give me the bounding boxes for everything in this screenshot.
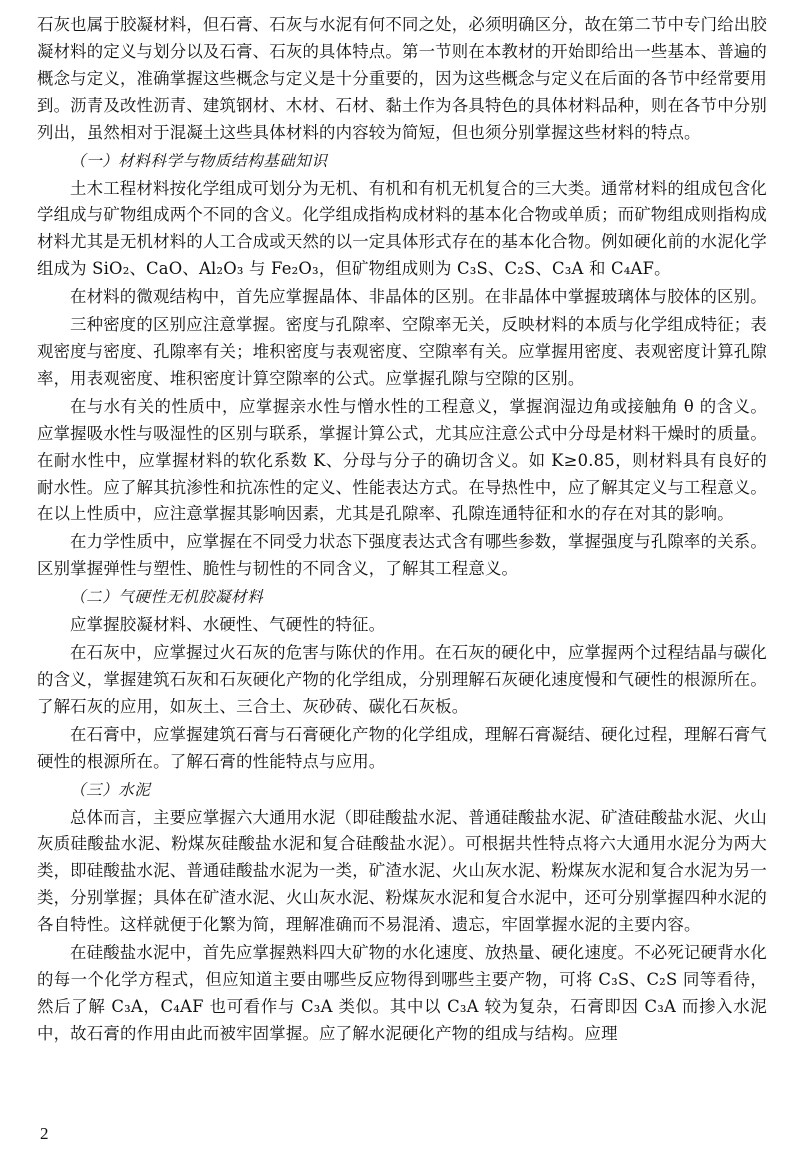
paragraph-gypsum: 在石膏中，应掌握建筑石膏与石膏硬化产物的化学组成，理解石膏凝结、硬化过程，理解石膏气硬性的根源所在。了解石膏的性能特点与应用。 — [37, 724, 767, 771]
page-number: 2 — [40, 1124, 49, 1143]
paragraph-lime: 在石灰中，应掌握过火石灰的危害与陈伏的作用。在石灰的硬化中，应掌握两个过程结晶与碳化的含义，掌握建筑石灰和石灰硬化产物的化学组成，分别理解石灰硬化速度慢和气硬性的根源所在。了解石灰的应用，如灰土、三合土、灰砂砖、碳化石灰板。 — [37, 643, 767, 716]
paragraph-material-composition: 土木工程材料按化学组成可划分为无机、有机和有机无机复合的三大类。通常材料的组成包含化学组成与矿物组成两个不同的含义。化学组成指构成材料的基本化合物或单质；而矿物组成则指构成材料尤其是无机材料的人工合成或天然的以一定具体形式存在的基本化合物。例如硬化前的水泥化学组成为 SiO₂、CaO、Al₂O₃ 与 Fe₂O₃，但矿物组成则为 C₃S、C₂S、C₃A 和 C₄AF。 — [37, 178, 767, 279]
document-page — [37, 12, 767, 1049]
section-heading-1: （一）材料科学与物质结构基础知识 — [70, 151, 328, 170]
paragraph-binder-features: 应掌握胶凝材料、水硬性、气硬性的特征。 — [70, 615, 386, 635]
paragraph-cement-overview: 总体而言，主要应掌握六大通用水泥（即硅酸盐水泥、普通硅酸盐水泥、矿渣硅酸盐水泥、火山灰质硅酸盐水泥、粉煤灰硅酸盐水泥和复合硅酸盐水泥）。可根据共性特点将六大通用水泥分为两大类，即硅酸盐水泥、普通硅酸盐水泥为一类，矿渣水泥、火山灰水泥、粉煤灰水泥和复合水泥为另一类，分别掌握；具体在矿渣水泥、火山灰水泥、粉煤灰水泥和复合水泥中，还可分别掌握四种水泥的各自特性。这样就便于化繁为简，理解准确而不易混淆、遗忘，牢固掌握水泥的主要内容。 — [37, 807, 767, 935]
paragraph-water-properties: 在与水有关的性质中，应掌握亲水性与憎水性的工程意义，掌握润湿边角或接触角 θ 的含义。应掌握吸水性与吸湿性的区别与联系，掌握计算公式，尤其应注意公式中分母是材料干燥时的质量。在耐水性中，应掌握材料的软化系数 K、分母与分子的确切含义。如 K≥0.85，则材料具有良好的耐水性。应了解其抗渗性和抗冻性的定义、性能表达方式。在导热性中，应了解其定义与工程意义。在以上性质中，应注意掌握其影响因素，尤其是孔隙率、孔隙连通特征和水的存在对其的影响。 — [37, 396, 767, 524]
paragraph-intro: 石灰也属于胶凝材料，但石膏、石灰与水泥有何不同之处，必须明确区分，故在第二节中专门给出胶凝材料的定义与划分以及石膏、石灰的具体特点。第一节则在本教材的开始即给出一些基本、普遍的概念与定义，准确掌握这些概念与定义是十分重要的，因为这些概念与定义在后面的各节中经常要用到。沥青及改性沥青、建筑钢材、木材、石材、黏土作为各具特色的具体材料品种，则在各节中分别列出，虽然相对于混凝土这些具体材料的内容较为简短，但也须分别掌握这些材料的特点。 — [37, 15, 767, 142]
section-heading-2: （二）气硬性无机胶凝材料 — [70, 588, 264, 607]
paragraph-mechanical-properties: 在力学性质中，应掌握在不同受力状态下强度表达式含有哪些参数，掌握强度与孔隙率的关系。区别掌握弹性与塑性、脆性与韧性的不同含义，了解其工程意义。 — [37, 532, 767, 579]
section-heading-3: （三）水泥 — [70, 780, 151, 799]
paragraph-microstructure: 在材料的微观结构中，首先应掌握晶体、非晶体的区别。在非晶体中掌握玻璃体与胶体的区别。 — [70, 287, 767, 307]
paragraph-portland-cement: 在硅酸盐水泥中，首先应掌握熟料四大矿物的水化速度、放热量、硬化速度。不必死记硬背水化的每一个化学方程式，但应知道主要由哪些反应物得到哪些主要产物，可将 C₃S、C₂S 同等看待，然后了解 C₃A，C₄AF 也可看作与 C₃A 类似。其中以 C₃A 较为复杂，石膏即因 C₃A 而掺入水泥中，故石膏的作用由此而被牢固掌握。应了解水泥硬化产物的组成与结构。应理 — [37, 943, 767, 1043]
paragraph-density: 三种密度的区别应注意掌握。密度与孔隙率、空隙率无关，反映材料的本质与化学组成特征；表观密度与密度、孔隙率有关；堆积密度与表观密度、空隙率有关。应掌握用密度、表观密度计算孔隙率，用表观密度、堆积密度计算空隙率的公式。应掌握孔隙与空隙的区别。 — [37, 315, 767, 388]
